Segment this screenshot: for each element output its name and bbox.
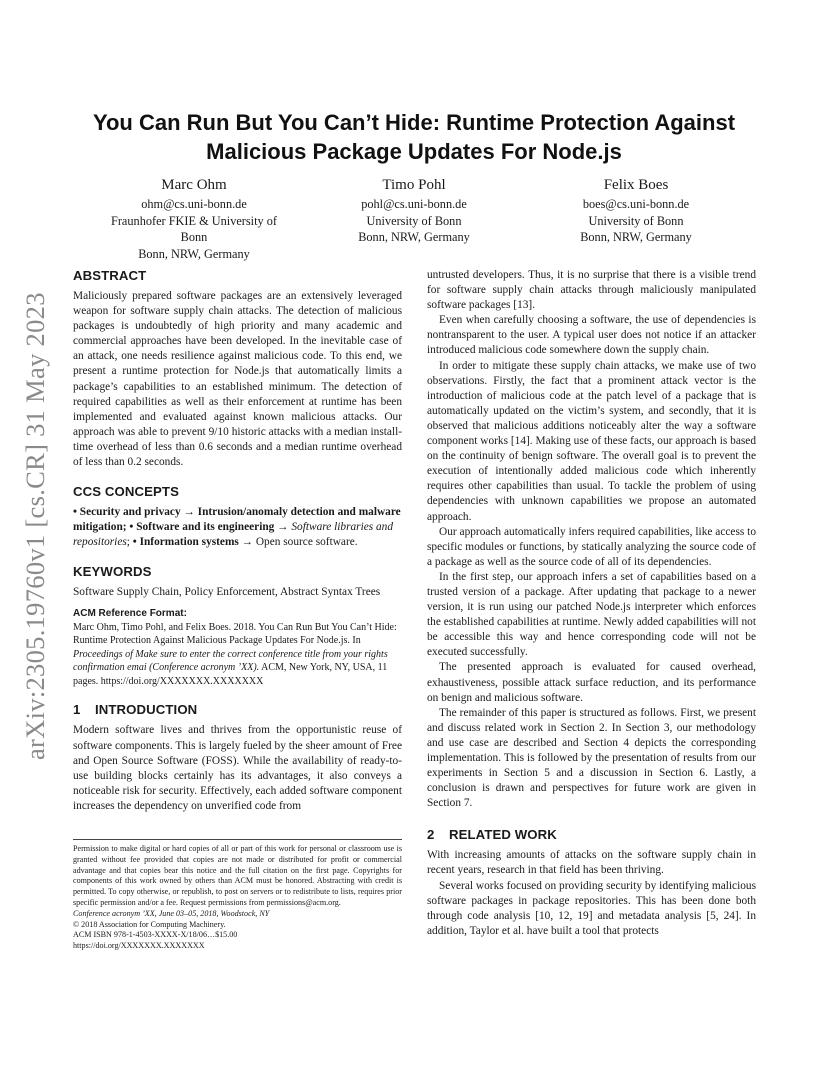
body-paragraph: untrusted developers. Thus, it is no surprise that there is a visible trend for software supply chain attacks through maliciously manipulated software packages [13]. <box>427 269 756 312</box>
author-location: Bonn, NRW, Germany <box>358 230 470 245</box>
author-email: ohm@cs.uni-bonn.de <box>141 197 247 211</box>
body-paragraph: Our approach automatically infers required capabilities, like access to specific modules or functions, by statically analyzing the source code of a package as well as the source code of all of its dependencies. <box>427 525 756 568</box>
related-work-heading <box>427 827 756 843</box>
ccs-concept: • Software and its engineering → <box>126 521 289 534</box>
ccs-text <box>73 505 402 550</box>
doi-line: https://doi.org/XXXXXXX.XXXXXXX <box>73 941 205 951</box>
acm-ref-heading: ACM Reference Format: <box>73 607 187 619</box>
right-column <box>427 268 756 939</box>
author-email: pohl@cs.uni-bonn.de <box>361 197 467 211</box>
ccs-concept: • Information systems → <box>129 536 254 549</box>
intro-paragraph: Modern software lives and thrives from the opportunistic reuse of software components. This is largely fueled by the sheer amount of Free and Open Source Software (FOSS). While the availability of ready-to-use building blocks certainly has its advantages, it also conveys a noticeable risk for security. Effectively, each added software component increases the dependency on unverified code from <box>73 724 402 812</box>
acm-ref-part: Marc Ohm, Timo Pohl, and Felix Boes. 2018. You Can Run But You Can’t Hide: Runtime Protection Against Malicious Package Updates For Node.js. In <box>73 621 397 647</box>
abstract-heading: ABSTRACT <box>73 268 147 283</box>
author-2 <box>316 175 512 246</box>
section-number: 1 <box>73 702 81 718</box>
body-paragraph: In the first step, our approach infers a set of capabilities based on a trusted version of a package. After updating that package to a newer version, it is run using our patched Node.js interpreter which enforces the established capabilities at runtime. Newly added capabilities will not be accessible this way and hence corresponding code will not be executed successfully. <box>427 570 756 659</box>
author-1 <box>96 175 292 262</box>
body-paragraph: The remainder of this paper is structured as follows. First, we present and discuss related work in Section 2. In Section 3, our methodology and use case are described and Section 4 depicts the corresponding implementation. This is followed by the presentation of results from our experiments in Section 5 and a discussion in Section 6. Lastly, a conclusion is drawn and perspectives for future work are given in Section 7. <box>427 706 756 810</box>
author-affiliation: Fraunhofer FKIE & University of <box>111 213 277 228</box>
section-number: 2 <box>427 827 435 843</box>
left-column <box>73 268 402 814</box>
ccs-concept: Open source software. <box>253 536 358 549</box>
author-location: Bonn, NRW, Germany <box>138 246 250 261</box>
conference-line: Conference acronym ’XX, June 03–05, 2018, Woodstock, NY <box>73 908 270 918</box>
body-paragraph: In order to mitigate these supply chain attacks, we make use of two observations. Firstly, the fact that a prominent attack vector is the introduction of malicious code at the patch level of a package that is automatically updated on the victim’s system, and secondly, that it is observed that malicious additions noticeably alter the way a software component works [14]. Making use of these facts, our approach is based on the continuity of benign software. The overall goal is to prevent the execution of intentionally added malicious code which inherently requires other capabilities than usual. To tackle the problem of using dependencies with unknown capabilities we propose an automated approach. <box>427 359 756 523</box>
author-name: Marc Ohm <box>161 177 227 193</box>
author-name: Timo Pohl <box>382 177 446 193</box>
intro-heading <box>73 702 402 718</box>
author-affiliation: University of Bonn <box>588 213 684 228</box>
acm-ref-part: ACM, New York, NY, USA, 11 pages. https://doi.org/XXXXXXX.XXXXXXX <box>73 662 388 687</box>
isbn-line: ACM ISBN 978-1-4503-XXXX-X/18/06…$15.00 <box>73 930 238 940</box>
author-email: boes@cs.uni-bonn.de <box>582 197 690 211</box>
arxiv-id: arXiv:2305.19760v1 [cs.CR] 31 May 2023 <box>20 292 50 760</box>
ccs-heading: CCS CONCEPTS <box>73 484 179 500</box>
body-paragraph: With increasing amounts of attacks on the software supply chain in recent years, research in that field has been thriving. <box>427 849 756 877</box>
author-3 <box>538 175 734 246</box>
author-name: Felix Boes <box>603 177 669 193</box>
author-location: Bonn, NRW, Germany <box>580 230 692 245</box>
copyright-line: © 2018 Association for Computing Machinery. <box>73 919 226 929</box>
permission-text: Permission to make digital or hard copies of all or part of this work for personal or classroom use is granted without fee provided that copies are not made or distributed for profit or commercial advantage and that copies bear this notice and the full citation on the first page. Copyrights for components of this work owned by others than ACM must be honored. Abstracting with credit is permitted. To copy otherwise, or republish, to post on servers or to redistribute to lists, requires prior specific permission and/or a fee. Request permissions from permissions@acm.org. <box>73 844 402 907</box>
section-title: RELATED WORK <box>449 827 557 843</box>
body-paragraph: Even when carefully choosing a software, the use of dependencies is nontransparent to the user. A typical user does not notice if an attacker introduced malicious code somewhere down the supply chain. <box>427 314 756 357</box>
paper-title: You Can Run But You Can’t Hide: Runtime Protection Against Malicious Package Updates For Node.js <box>92 110 736 164</box>
copyright-footnote <box>73 839 402 952</box>
keywords-heading: KEYWORDS <box>73 564 152 580</box>
ccs-concept: Software libraries and repositories <box>73 521 394 549</box>
ccs-concept: • Security and privacy → Intrusion/anomaly detection and malware mitigation; <box>73 506 401 534</box>
author-affiliation: University of Bonn <box>366 213 462 228</box>
body-paragraph: The presented approach is evaluated for caused overhead, exhaustiveness, possible attack surface reduction, and its performance on benign and malicious software. <box>427 661 756 704</box>
ccs-sep: ; <box>126 536 130 549</box>
section-title: INTRODUCTION <box>95 702 198 718</box>
body-paragraph: Several works focused on providing security by identifying malicious software packages in package repositories. This has been done both through code analysis [10, 12, 19] and metadata analysis [5, 24]. In addition, Taylor et al. have built a tool that protects <box>427 879 756 937</box>
keywords-text: Software Supply Chain, Policy Enforcement, Abstract Syntax Trees <box>73 586 381 599</box>
acm-ref-part: Proceedings of Make sure to enter the correct conference title from your rights confirmation emai (Conference acronym ’XX). <box>73 648 388 674</box>
author-affiliation: Bonn <box>180 230 208 245</box>
abstract-text: Maliciously prepared software packages are an extensively leveraged weapon for software supply chain attacks. The detection of malicious packages is undoubtedly of high priority and many academic and commercial approaches have been developed. In the inevitable case of an attack, one needs resilience against malicious code. To this end, we present a runtime protection for Node.js that automatically limits a package’s capabilities to an established minimum. The detection of required capabilities as well as their enforcement at runtime has been implemented and evaluated against known malicious attacks. Our approach was able to prevent 9/10 historic attacks with a median install-time overhead of less than 0.6 seconds and a median runtime overhead of less than 0.2 seconds. <box>73 290 402 469</box>
acm-ref-text <box>73 621 402 689</box>
